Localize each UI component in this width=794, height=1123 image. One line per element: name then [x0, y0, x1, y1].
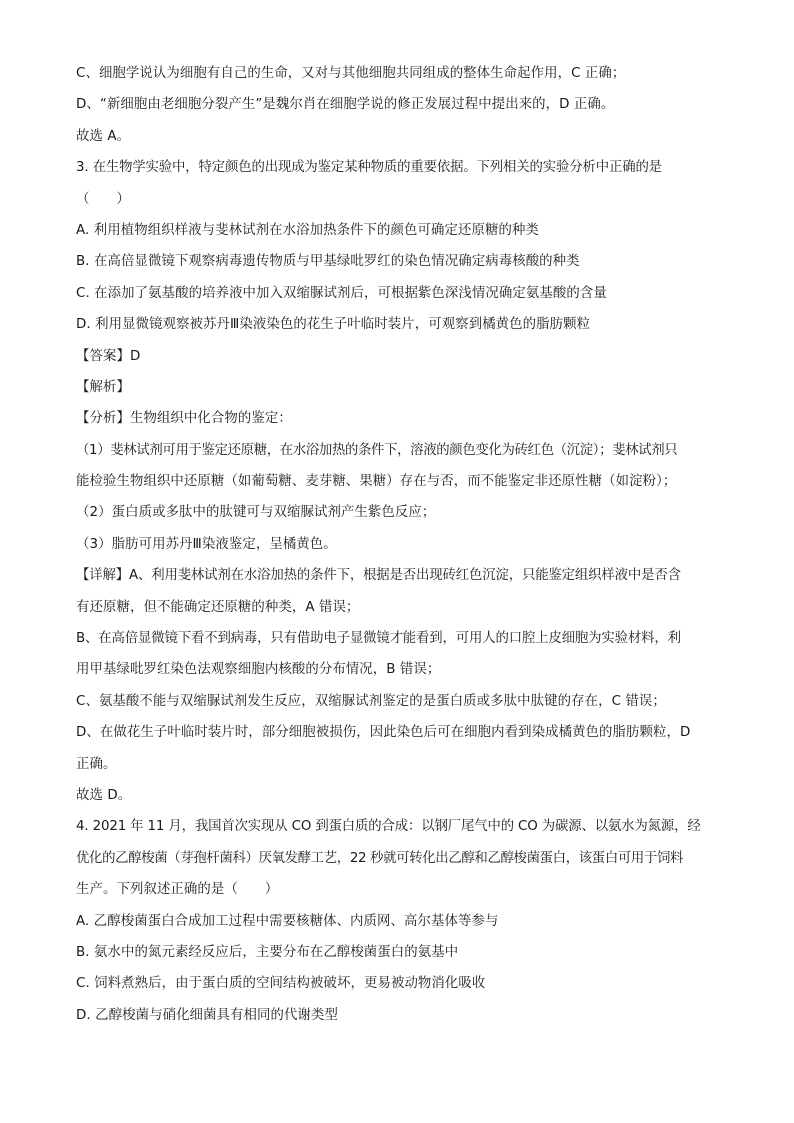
- text-line: 故选 A。: [76, 128, 131, 144]
- text-line: （2）蛋白质或多肽中的肽键可与双缩脲试剂产生紫色反应；: [76, 505, 436, 521]
- text-line: C、氨基酸不能与双缩脲试剂发生反应，双缩脲试剂鉴定的是蛋白质或多肽中肽键的存在，C 错误；: [76, 693, 666, 709]
- text-line: 优化的乙醇梭菌（芽孢杆菌科）厌氧发酵工艺，22 秒就可转化出乙醇和乙醇梭菌蛋白，该蛋白可用于饲料: [76, 850, 684, 866]
- text-line: 故选 D。: [76, 787, 132, 803]
- text-line: （1）斐林试剂可用于鉴定还原糖，在水浴加热的条件下，溶液的颜色变化为砖红色（沉淀）；斐林试剂只: [76, 442, 678, 458]
- text-line: 有还原糖，但不能确定还原糖的种类，A 错误；: [76, 599, 360, 615]
- analysis-label: 【解析】: [76, 379, 130, 395]
- option-b: B. 氨水中的氮元素经反应后，主要分布在乙醇梭菌蛋白的氨基中: [76, 944, 459, 960]
- analysis-heading: 【分析】生物组织中化合物的鉴定：: [76, 411, 292, 427]
- option-b: B. 在高倍显微镜下观察病毒遗传物质与甲基绿吡罗红的染色情况确定病毒核酸的种类: [76, 254, 580, 270]
- option-c: C. 在添加了氨基酸的培养液中加入双缩脲试剂后，可根据紫色深浅情况确定氨基酸的含量: [76, 285, 607, 301]
- question-3-brackets: （ ）: [76, 191, 130, 207]
- option-a: A. 乙醇梭菌蛋白合成加工过程中需要核糖体、内质网、高尔基体等参与: [76, 913, 499, 929]
- text-line: D、“新细胞由老细胞分裂产生”是魏尔肖在细胞学说的修正发展过程中提出来的，D 正确。: [76, 97, 615, 113]
- question-4-stem: 4. 2021 年 11 月，我国首次实现从 CO 到蛋白质的合成：以钢厂尾气中的 CO 为碳源、以氨水为氮源，经: [76, 819, 701, 835]
- detail-heading: 【详解】A、利用斐林试剂在水浴加热的条件下，根据是否出现砖红色沉淀，只能鉴定组织样液中是否含: [76, 568, 681, 584]
- text-line: 生产。下列叙述正确的是（ ）: [76, 882, 279, 898]
- question-3-stem: 3. 在生物学实验中，特定颜色的出现成为鉴定某种物质的重要依据。下列相关的实验分析中正确的是: [76, 160, 662, 176]
- answer-label: 【答案】D: [76, 348, 141, 364]
- option-a: A. 利用植物组织样液与斐林试剂在水浴加热条件下的颜色可确定还原糖的种类: [76, 222, 539, 238]
- text-line: D、在做花生子叶临时装片时，部分细胞被损伤，因此染色后可在细胞内看到染成橘黄色的脂肪颗粒，D: [76, 725, 691, 741]
- text-line: （3）脂肪可用苏丹Ⅲ染液鉴定，呈橘黄色。: [76, 536, 337, 552]
- text-line: 正确。: [76, 756, 117, 772]
- option-c: C. 饲料煮熟后，由于蛋白质的空间结构被破坏，更易被动物消化吸收: [76, 976, 486, 992]
- text-line: C、细胞学说认为细胞有自己的生命，又对与其他细胞共同组成的整体生命起作用，C 正确；: [76, 66, 626, 81]
- option-d: D. 乙醇梭菌与硝化细菌具有相同的代谢类型: [76, 1007, 338, 1023]
- text-line: 用甲基绿吡罗红染色法观察细胞内核酸的分布情况，B 错误；: [76, 662, 441, 678]
- document-page: [76, 63, 726, 1036]
- text-line: 能检验生物组织中还原糖（如葡萄糖、麦芽糖、果糖）存在与否，而不能鉴定非还原性糖（如淀粉）；: [76, 474, 677, 490]
- option-d: D. 利用显微镜观察被苏丹Ⅲ染液染色的花生子叶临时装片，可观察到橘黄色的脂肪颗粒: [76, 317, 591, 333]
- text-line: B、在高倍显微镜下看不到病毒，只有借助电子显微镜才能看到，可用人的口腔上皮细胞为实验材料，利: [76, 631, 681, 647]
